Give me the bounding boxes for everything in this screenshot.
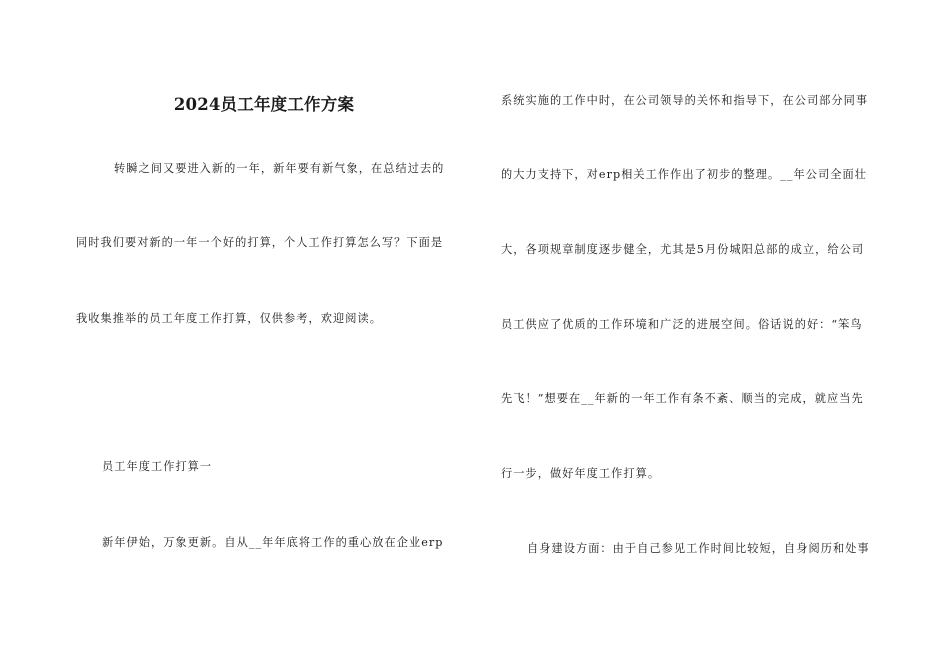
paragraph-line: 同时我们要对新的一年一个好的打算，个人工作打算怎么写？下面是 — [76, 236, 444, 249]
paragraph-line: 大，各项规章制度逐步健全，尤其是5月份城阳总部的成立，给公司 — [501, 243, 865, 256]
paragraph-line: 员工供应了优质的工作环境和广泛的进展空间。俗话说的好：“笨鸟 — [501, 318, 863, 331]
paragraph-line: 转瞬之间又要进入新的一年，新年要有新气象，在总结过去的 — [114, 162, 445, 175]
paragraph-line: 的大力支持下，对erp相关工作作出了初步的整理。__年公司全面壮 — [501, 168, 867, 181]
document-title: 2024员工年度工作方案 — [173, 95, 355, 114]
paragraph-line: 系统实施的工作中时，在公司领导的关怀和指导下，在公司部分同事 — [501, 94, 869, 107]
section-heading: 员工年度工作打算一 — [102, 460, 213, 473]
paragraph-line: 先飞！”想要在__年新的一年工作有条不紊、顺当的完成，就应当先 — [501, 392, 864, 405]
paragraph-line: 新年伊始，万象更新。自从__年年底将工作的重心放在企业erp — [102, 536, 444, 549]
paragraph-line: 行一步，做好年度工作打算。 — [501, 467, 661, 480]
paragraph-line: 我收集推举的员工年度工作打算，仅供参考，欢迎阅读。 — [76, 312, 382, 325]
paragraph-line: 自身建设方面：由于自己参见工作时间比较短，自身阅历和处事 — [527, 542, 870, 555]
